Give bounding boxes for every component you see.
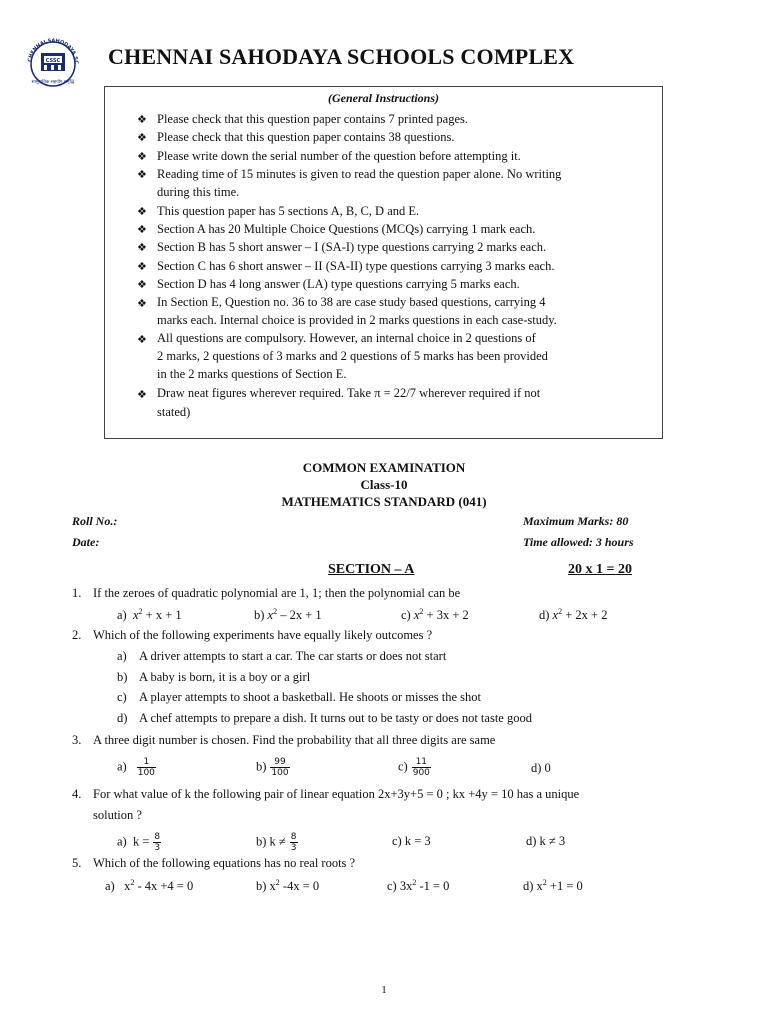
logo-arc-text: CHENNAI SAHODAYA SC	[27, 37, 80, 65]
diamond-bullet-icon: ❖	[137, 279, 147, 291]
option-c: c) k = 3	[392, 834, 431, 848]
school-logo	[24, 37, 82, 89]
instruction-item-cont: 2 marks, 2 questions of 3 marks and 2 questions of 5 marks has been provided	[157, 349, 548, 363]
diamond-bullet-icon: ❖	[137, 224, 147, 236]
instruction-item-cont: marks each. Internal choice is provided in 2 marks questions in each case-study.	[157, 313, 557, 327]
instruction-item: Section D has 4 long answer (LA) type questions carrying 5 marks each.	[157, 277, 520, 291]
option-a: A driver attempts to start a car. The car starts or does not start	[139, 649, 447, 663]
diamond-bullet-icon: ❖	[137, 151, 147, 163]
question-text: If the zeroes of quadratic polynomial are 1, 1; then the polynomial can be	[93, 586, 461, 600]
option-a: a) $x^2 - 4x +4 = 0$	[105, 878, 194, 894]
instruction-item: All questions are compulsory. However, an internal choice in 2 questions of	[157, 331, 536, 345]
section-dash: –	[394, 562, 402, 577]
question-number: 1.	[72, 586, 82, 600]
diamond-bullet-icon: ❖	[137, 261, 147, 273]
instruction-item: Please check that this question paper contains 38 questions.	[157, 130, 455, 144]
exam-subject: MATHEMATICS STANDARD (041)	[281, 494, 487, 509]
time-allowed: Time allowed: 3 hours	[523, 535, 634, 549]
instruction-item: Please write down the serial number of the question before attempting it.	[157, 149, 521, 163]
roll-no-label: Roll No.:	[72, 514, 118, 528]
diamond-bullet-icon: ❖	[137, 389, 147, 401]
instruction-item: Section A has 20 Multiple Choice Questions (MCQs) carrying 1 mark each.	[157, 222, 536, 236]
instruction-item: This question paper has 5 sections A, B, C, D and E.	[157, 204, 420, 218]
school-title: CHENNAI SAHODAYA SCHOOLS COMPLEX	[108, 44, 575, 69]
instructions-heading: (General Instructions)	[327, 91, 440, 105]
diamond-bullet-icon: ❖	[137, 114, 147, 126]
option-d: d) $x^2 + 2x + 2$	[539, 607, 608, 623]
option-b: b) $x^2$ -4x = 0	[256, 878, 320, 894]
question-number: 5.	[72, 856, 82, 870]
section-marks-times: x	[585, 562, 593, 577]
instruction-item: Please check that this question paper contains 7 printed pages.	[157, 112, 469, 126]
instruction-item-cont: during this time.	[157, 185, 240, 199]
page-number: 1	[381, 984, 387, 996]
instruction-item: Section C has 6 short answer – II (SA-II) type questions carrying 3 marks each.	[157, 259, 555, 273]
question-text-cont: solution ?	[93, 808, 142, 822]
option-d: d) $x^2 +1 = 0$	[523, 878, 583, 894]
section-marks	[568, 562, 632, 578]
option-d: A chef attempts to prepare a dish. It turns out to be tasty or does not taste good	[139, 711, 532, 725]
instruction-item: Section B has 5 short answer – I (SA-I) type questions carrying 2 marks each.	[157, 240, 547, 254]
instruction-item: Draw neat figures wherever required. Take π = 22/7 wherever required if not	[157, 386, 541, 400]
option-c: c) $3x^2$ -1 = 0	[387, 878, 450, 894]
instruction-item-cont: in the 2 marks questions of Section E.	[157, 367, 347, 381]
question-number: 4.	[72, 787, 82, 801]
option-b-label: b)	[117, 670, 128, 684]
diamond-bullet-icon: ❖	[137, 298, 147, 310]
instruction-item: In Section E, Question no. 36 to 38 are case study based questions, carrying 4	[157, 295, 546, 309]
option-c: A player attempts to shoot a basketball. He shoots or misses the shot	[139, 690, 481, 704]
option-a: a) $x^2 + x + 1$	[117, 607, 182, 623]
question-text: Which of the following experiments have equally likely outcomes ?	[93, 628, 433, 642]
max-marks: Maximum Marks: 80	[523, 514, 629, 528]
section-letter: A	[404, 562, 415, 577]
exam-name: COMMON EXAMINATION	[302, 460, 466, 475]
question-text: For what value of k the following pair of linear equation 2x+3y+5 = 0 ; kx +4y = 10 has a unique	[93, 787, 580, 801]
section-word: SECTION	[328, 562, 392, 577]
section-marks-equals: =	[606, 562, 615, 577]
option-d: d) 0	[531, 761, 551, 775]
option-c: c) $x^2 + 3x + 2$	[401, 607, 469, 623]
instruction-item-cont: stated)	[157, 405, 191, 419]
diamond-bullet-icon: ❖	[137, 206, 147, 218]
diamond-bullet-icon: ❖	[137, 242, 147, 254]
exam-class: Class-10	[360, 477, 408, 492]
option-b: A baby is born, it is a boy or a girl	[139, 670, 311, 684]
option-d-label: d)	[117, 711, 128, 725]
section-marks-total: 20	[617, 562, 632, 577]
option-d: d) k ≠ 3	[526, 834, 566, 848]
date-label: Date:	[72, 535, 100, 549]
section-marks-count: 20	[568, 562, 582, 577]
option-a: a) $\frac{1}{100}$	[117, 757, 155, 778]
logo-motto: सामुदायिक सहयोग समृद्धि	[31, 80, 75, 85]
question-text: Which of the following equations has no real roots ?	[93, 856, 356, 870]
option-b: b) $x^2 - 2x + 1$	[254, 607, 322, 623]
diamond-bullet-icon: ❖	[137, 169, 147, 181]
question-number: 3.	[72, 733, 82, 747]
question-text: A three digit number is chosen. Find the probability that all three digits are same	[93, 733, 496, 747]
section-marks-each: 1	[596, 562, 603, 577]
option-a: a) k = $\frac{8}{3}$	[117, 832, 161, 853]
question-number: 2.	[72, 628, 82, 642]
section-title	[328, 562, 414, 578]
option-c: c) $\frac{11}{900}$	[398, 757, 430, 778]
diamond-bullet-icon: ❖	[137, 334, 147, 346]
option-c-label: c)	[117, 690, 127, 704]
diamond-bullet-icon: ❖	[137, 132, 147, 144]
logo-badge-text: CSSC	[45, 58, 61, 64]
option-a-label: a)	[117, 649, 127, 663]
option-b: b) $\frac{99}{100}$	[256, 757, 289, 778]
instruction-item: Reading time of 15 minutes is given to read the question paper alone. No writing	[157, 167, 562, 181]
option-b: b) k ≠ $\frac{8}{3}$	[256, 832, 297, 853]
